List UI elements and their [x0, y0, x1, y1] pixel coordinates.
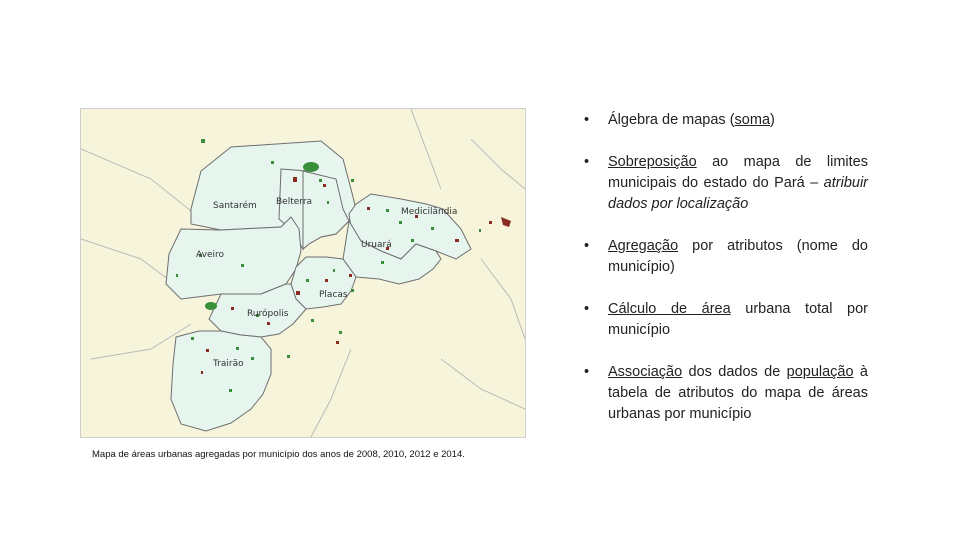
bullet-dot: • — [584, 238, 590, 254]
map-caption: Mapa de áreas urbanas agregadas por município dos anos de 2008, 2010, 2012 e 2014. — [92, 449, 465, 460]
urban-areas-map — [80, 108, 526, 438]
bullet-text: Álgebra de mapas ( — [608, 112, 735, 128]
label-aveiro: Aveiro — [196, 250, 225, 260]
label-medicilandia: Medicilândia — [401, 207, 458, 217]
bullet-keyword: Associação — [608, 364, 683, 380]
bullet-text: por atributos (nome do município) — [608, 238, 868, 275]
municipalities — [166, 141, 471, 431]
bullet-keyword: Sobreposição — [608, 154, 697, 170]
bullet-text: urbana total por município — [608, 301, 868, 338]
bullet-keyword: Cálculo de área — [608, 301, 731, 317]
municipality-trairao — [171, 331, 271, 431]
bullet-text-end: ) — [770, 112, 775, 128]
bullet-italic-text: atribuir dados por localização — [608, 175, 868, 212]
municipality-placas — [291, 257, 356, 309]
map-canvas — [81, 109, 525, 437]
bullet-dot: • — [584, 112, 590, 128]
label-santarem: Santarém — [213, 201, 257, 211]
bullet-dot: • — [584, 364, 590, 380]
bullet-dot: • — [584, 154, 590, 170]
bullet-text: ao mapa de limites municipais do estado do Pará – — [608, 154, 868, 191]
bullet-item-calculo — [584, 299, 868, 341]
label-trairao: Trairão — [213, 359, 244, 369]
bullet-keyword: Agregação — [608, 238, 679, 254]
bullet-keyword: soma — [734, 112, 771, 128]
bullet-text: dos dados de — [682, 364, 787, 380]
bullet-list — [584, 110, 868, 446]
label-placas: Placas — [319, 290, 348, 300]
label-belterra: Belterra — [276, 197, 313, 207]
bullet-item-sobreposicao — [584, 152, 868, 215]
bullet-keyword-2: população — [786, 364, 854, 380]
bullet-dot: • — [584, 301, 590, 317]
label-ruropolis: Rurópolis — [247, 309, 289, 319]
bullet-item-algebra — [584, 110, 868, 131]
bullet-item-associacao — [584, 362, 868, 425]
bullet-item-agregacao — [584, 236, 868, 278]
label-uruara: Uruará — [361, 240, 392, 250]
bullet-text-2: à tabela de atributos do mapa de áreas urbanas por município — [608, 364, 868, 422]
